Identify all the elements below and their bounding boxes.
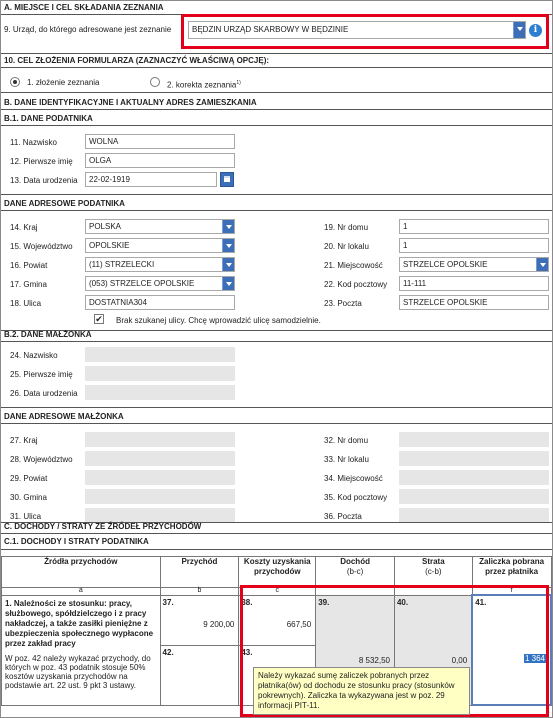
col-advance-header [472, 557, 551, 588]
calendar-icon[interactable] [220, 172, 234, 187]
field-38-number: 38. [241, 597, 253, 607]
chevron-down-icon[interactable] [222, 277, 234, 290]
spouse-postcode-label: 35. Kod pocztowy [324, 493, 388, 502]
surname-label: 11. Nazwisko [10, 138, 57, 147]
spouse-locality-input[interactable] [399, 470, 549, 485]
divider [1, 210, 552, 211]
field-37-number: 37. [162, 597, 174, 607]
col-costs-letter: c [239, 588, 316, 596]
office-label: 9. Urząd, do którego adresowane jest zeznanie [4, 25, 172, 34]
post-input[interactable]: STRZELCE OPOLSKIE [399, 295, 549, 310]
divider [1, 549, 552, 550]
field-39-number: 39. [318, 597, 330, 607]
field-41-number: 41. [475, 598, 487, 607]
spouse-commune-label: 30. Gmina [10, 493, 47, 502]
col-revenue-letter: b [160, 588, 239, 596]
col-source-header [2, 557, 161, 588]
flat-label: 20. Nr lokalu [324, 242, 369, 251]
col-source-label: Źródła przychodów [44, 557, 118, 566]
purpose-option-2-label-wrap [167, 78, 241, 91]
col-income-header [316, 557, 395, 588]
street-input[interactable]: DOSTATNIA304 [85, 295, 235, 310]
spouse-voivodeship-label: 28. Województwo [10, 455, 73, 464]
section-b-title: B. DANE IDENTYFIKACYJNE I AKTUALNY ADRES ZAMIESZKANIA [4, 98, 257, 107]
field-39-value: 8 532,50 [358, 655, 390, 665]
postcode-label: 22. Kod pocztowy [324, 280, 388, 289]
divider [1, 423, 552, 424]
section-c-title: C. DOCHODY / STRATY ZE ŹRÓDEŁ PRZYCHODÓW [4, 522, 202, 531]
spouse-house-input[interactable] [399, 432, 549, 447]
col-source-letter: a [2, 588, 161, 596]
spouse-commune-input[interactable] [85, 489, 235, 504]
country-label: 14. Kraj [10, 223, 38, 232]
row1-note: W poz. 42 należy wykazać przychody, do których w poz. 43 podatnik stosuje 50% kosztów uzyskania przychodów na podstawie art. 22 ust. 9 pkt 3 ustawy. [5, 653, 151, 690]
spouse-locality-label: 34. Miejscowość [324, 474, 383, 483]
country-value: POLSKA [89, 222, 122, 231]
col-revenue-header [160, 557, 239, 588]
col-revenue-label: Przychód [181, 557, 218, 566]
field-37-value: 9 200,00 [203, 619, 235, 629]
spouse-country-label: 27. Kraj [10, 436, 38, 445]
taxpayer-title: B.1. DANE PODATNIKA [4, 114, 93, 123]
firstname-input[interactable]: OLGA [85, 153, 235, 168]
commune-value: (053) STRZELCE OPOLSKIE [89, 279, 195, 288]
field-40-value: 0,00 [451, 655, 468, 665]
post-label: 23. Poczta [324, 299, 362, 308]
purpose-option-1-radio[interactable] [10, 77, 20, 87]
field-38-value: 667,50 [286, 619, 312, 629]
section-a-title: A. MIEJSCE I CEL SKŁADANIA ZEZNANIA [4, 3, 164, 12]
house-input[interactable]: 1 [399, 219, 549, 234]
spouse-postcode-input[interactable] [399, 489, 549, 504]
spouse-flat-input[interactable] [399, 451, 549, 466]
commune-label: 17. Gmina [10, 280, 47, 289]
locality-value: STRZELCE OPOLSKIE [403, 260, 488, 269]
purpose-option-1-label: 1. złożenie zeznania [27, 78, 100, 87]
firstname-label: 12. Pierwsze imię [10, 157, 73, 166]
spouse-post-label: 36. Poczta [324, 512, 362, 521]
surname-input[interactable]: WOLNA [85, 134, 235, 149]
spouse-house-label: 32. Nr domu [324, 436, 369, 445]
field-42-number: 42. [162, 647, 174, 657]
flat-input[interactable]: 1 [399, 238, 549, 253]
spouse-firstname-input[interactable] [85, 366, 235, 381]
divider [1, 125, 552, 126]
field-42-cell[interactable] [160, 645, 239, 705]
field-43-number: 43. [241, 647, 253, 657]
col-loss-label: Strata [421, 557, 445, 566]
spouse-county-input[interactable] [85, 470, 235, 485]
col-income-letter: (b-c) [346, 567, 364, 576]
voivodeship-label: 15. Województwo [10, 242, 73, 251]
birthdate-label: 13. Data urodzenia [10, 176, 78, 185]
divider [1, 194, 552, 195]
address-title: DANE ADRESOWE PODATNIKA [4, 199, 125, 208]
spouse-post-input[interactable] [399, 508, 549, 523]
chevron-down-icon[interactable] [222, 220, 234, 233]
section-10-title: 10. CEL ZŁOŻENIA FORMULARZA (ZAZNACZYĆ WŁAŚCIWĄ OPCJĘ): [4, 56, 270, 65]
divider [1, 109, 552, 110]
spouse-firstname-label: 25. Pierwsze imię [10, 370, 73, 379]
divider [1, 533, 552, 534]
purpose-option-2-label: 2. korekta zeznania [167, 80, 237, 90]
col-advance-label: Zaliczka pobrana przez płatnika [479, 557, 545, 576]
postcode-input[interactable]: 11-111 [399, 276, 549, 291]
col-loss-header [394, 557, 472, 588]
divider [1, 53, 552, 54]
spouse-surname-label: 24. Nazwisko [10, 351, 58, 360]
locality-label: 21. Miejscowość [324, 261, 383, 270]
income-title: C.1. DOCHODY I STRATY PODATNIKA [4, 537, 149, 546]
spouse-surname-input[interactable] [85, 347, 235, 362]
spouse-birthdate-input[interactable] [85, 385, 235, 400]
chevron-down-icon[interactable] [222, 239, 234, 252]
county-label: 16. Powiat [10, 261, 48, 270]
col-costs-label: Koszty uzyskania przychodów [243, 557, 311, 576]
divider [1, 407, 552, 408]
field-40-number: 40. [396, 597, 409, 607]
field-37-cell[interactable] [160, 595, 239, 645]
chevron-down-icon[interactable] [536, 258, 548, 271]
chevron-down-icon[interactable] [222, 258, 234, 271]
commune-select[interactable] [85, 276, 235, 291]
highlight-box [181, 14, 549, 49]
spouse-country-input[interactable] [85, 432, 235, 447]
col-costs-header [239, 557, 316, 588]
county-select[interactable] [85, 257, 235, 272]
voivodeship-value: OPOLSKIE [89, 241, 130, 250]
birthdate-input[interactable]: 22-02-1919 [85, 172, 217, 187]
spouse-street-label: 31. Ulica [10, 512, 42, 521]
spouse-title: B.2. DANE MAŁŻONKA [4, 330, 92, 339]
street-label: 18. Ulica [10, 299, 42, 308]
country-select[interactable] [85, 219, 235, 234]
house-label: 19. Nr domu [324, 223, 369, 232]
field-41-value[interactable]: 1 364 [524, 654, 545, 663]
purpose-option-2-radio[interactable] [150, 77, 160, 87]
col-loss-letter: (c-b) [425, 567, 442, 576]
tax-office-value: BĘDZIN URZĄD SKARBOWY W BĘDZINIE [192, 25, 349, 34]
county-value: (11) STRZELECKI [89, 260, 155, 269]
spouse-voivodeship-input[interactable] [85, 451, 235, 466]
divider [1, 67, 552, 68]
voivodeship-select[interactable] [85, 238, 235, 253]
divider [1, 92, 552, 93]
tooltip: Należy wykazać sumę zaliczek pobranych przez płatnika(ów) od dochodu ze stosunku pracy (stosunków pokrewnych). Zaliczka ta wykazywana jest w poz. 29 informacji PIT-11. [253, 667, 470, 715]
col-income-label: Dochód [340, 557, 370, 566]
locality-select[interactable] [399, 257, 549, 272]
divider [1, 341, 552, 342]
no-street-checkbox[interactable]: ✔ [95, 314, 103, 324]
no-street-label: Brak szukanej ulicy. Chcę wprowadzić ulicę samodzielnie. [116, 316, 321, 325]
info-icon[interactable]: i [529, 24, 542, 37]
row1-source-cell [2, 595, 161, 705]
col-advance-letter: f [472, 588, 551, 596]
spouse-street-input[interactable] [85, 508, 235, 523]
row1-title: 1. Należności ze stosunku: pracy, służbowego, spółdzielczego i z pracy nakładczej, a także zasiłki pieniężne z ubezpieczenia społecznego wypłacone przez zakład pracy [5, 598, 154, 648]
spouse-birthdate-label: 26. Data urodzenia [10, 389, 78, 398]
footnote-marker: 1) [236, 80, 241, 86]
spouse-address-title: DANE ADRESOWE MAŁŻONKA [4, 412, 124, 421]
spouse-county-label: 29. Powiat [10, 474, 48, 483]
spouse-flat-label: 33. Nr lokalu [324, 455, 369, 464]
